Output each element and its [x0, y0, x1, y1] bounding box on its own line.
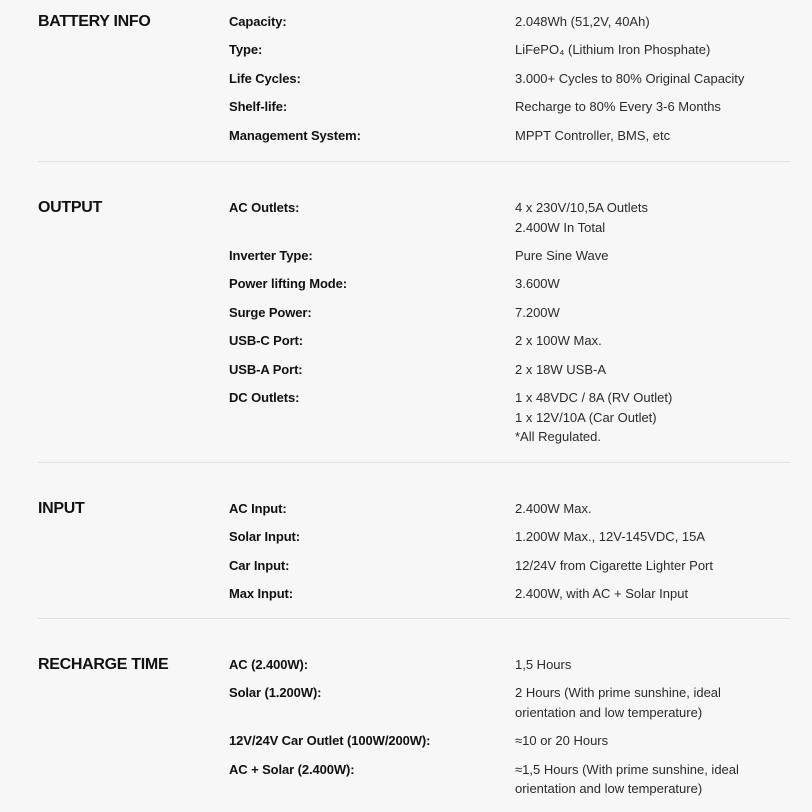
- spec-rows: [229, 499, 790, 618]
- spec-value: 4 x 230V/10,5A Outlets 2.400W In Total: [515, 200, 648, 235]
- spec-row: [229, 331, 790, 351]
- spec-row: [229, 360, 790, 380]
- spec-value: 1.200W Max., 12V-145VDC, 15A: [515, 529, 706, 545]
- spec-label: Car Input:: [229, 557, 290, 573]
- spec-row: [229, 303, 790, 323]
- spec-label: Surge Power:: [229, 304, 312, 320]
- spec-value: ≈1,5 Hours (With prime sunshine, ideal orientation and low temperature): [515, 761, 739, 797]
- section-title: OUTPUT: [38, 199, 102, 216]
- spec-label: AC Outlets:: [229, 200, 300, 215]
- spec-label: USB-C Port:: [229, 333, 304, 349]
- spec-row: [229, 556, 790, 576]
- spec-label: Solar (1.200W):: [229, 685, 322, 701]
- section-title: BATTERY INFO: [38, 13, 151, 30]
- spec-row: [229, 126, 790, 146]
- section-recharge-time: [38, 619, 790, 809]
- spec-label: Power lifting Mode:: [229, 276, 347, 292]
- spec-row: [229, 40, 790, 60]
- spec-value: 2.400W Max.: [515, 501, 592, 516]
- spec-row: [229, 388, 790, 447]
- section-input: [38, 463, 790, 619]
- spec-row: [229, 499, 790, 519]
- spec-value: MPPT Controller, BMS, etc: [515, 127, 671, 143]
- spec-value: 2 x 100W Max.: [515, 333, 602, 349]
- spec-row: [229, 12, 790, 32]
- spec-label: Shelf-life:: [229, 99, 288, 115]
- section-output: [38, 162, 790, 463]
- spec-row: [229, 527, 790, 547]
- spec-value: 7.200W: [515, 304, 560, 320]
- spec-label: AC Input:: [229, 501, 287, 516]
- spec-rows: [229, 655, 790, 809]
- spec-label: Max Input:: [229, 586, 293, 602]
- section-title: INPUT: [38, 500, 85, 517]
- spec-value: 2 Hours (With prime sunshine, ideal orientation and low temperature): [515, 685, 721, 720]
- spec-row: [229, 655, 790, 675]
- spec-label: Inverter Type:: [229, 247, 313, 263]
- spec-rows: [229, 12, 790, 161]
- spec-value: Pure Sine Wave: [515, 247, 609, 263]
- spec-row: [229, 274, 790, 294]
- spec-label: DC Outlets:: [229, 389, 300, 405]
- spec-value: 3.000+ Cycles to 80% Original Capacity: [515, 70, 745, 86]
- spec-label: Solar Input:: [229, 529, 301, 545]
- spec-value: Recharge to 80% Every 3-6 Months: [515, 99, 721, 115]
- spec-row: [229, 731, 790, 751]
- spec-label: USB-A Port:: [229, 361, 303, 377]
- spec-value: 1 x 48VDC / 8A (RV Outlet) 1 x 12V/10A (Car Outlet) *All Regulated.: [515, 389, 673, 445]
- spec-label: AC (2.400W):: [229, 657, 308, 672]
- spec-value: 2 x 18W USB-A: [515, 361, 607, 377]
- spec-row: [229, 198, 790, 237]
- spec-value: 2.048Wh (51,2V, 40Ah): [515, 14, 650, 29]
- spec-row: [229, 760, 790, 799]
- spec-label: Type:: [229, 42, 263, 58]
- spec-row: [229, 69, 790, 89]
- spec-rows: [229, 198, 790, 462]
- section-battery-info: [38, 0, 790, 162]
- spec-row: [229, 584, 790, 604]
- spec-label: Management System:: [229, 127, 361, 143]
- spec-label: AC + Solar (2.400W):: [229, 761, 355, 777]
- spec-row: [229, 683, 790, 722]
- spec-row: [229, 246, 790, 266]
- spec-row: [229, 97, 790, 117]
- spec-label: Capacity:: [229, 14, 287, 29]
- spec-value: 3.600W: [515, 276, 560, 292]
- spec-value: ≈10 or 20 Hours: [515, 733, 609, 749]
- spec-value: 1,5 Hours: [515, 657, 572, 672]
- spec-value: 2.400W, with AC + Solar Input: [515, 586, 689, 602]
- spec-value: 12/24V from Cigarette Lighter Port: [515, 557, 713, 573]
- spec-value: LiFePO₄ (Lithium Iron Phosphate): [515, 42, 711, 58]
- spec-label: Life Cycles:: [229, 70, 301, 86]
- spec-label: 12V/24V Car Outlet (100W/200W):: [229, 733, 431, 749]
- section-title: RECHARGE TIME: [38, 656, 169, 673]
